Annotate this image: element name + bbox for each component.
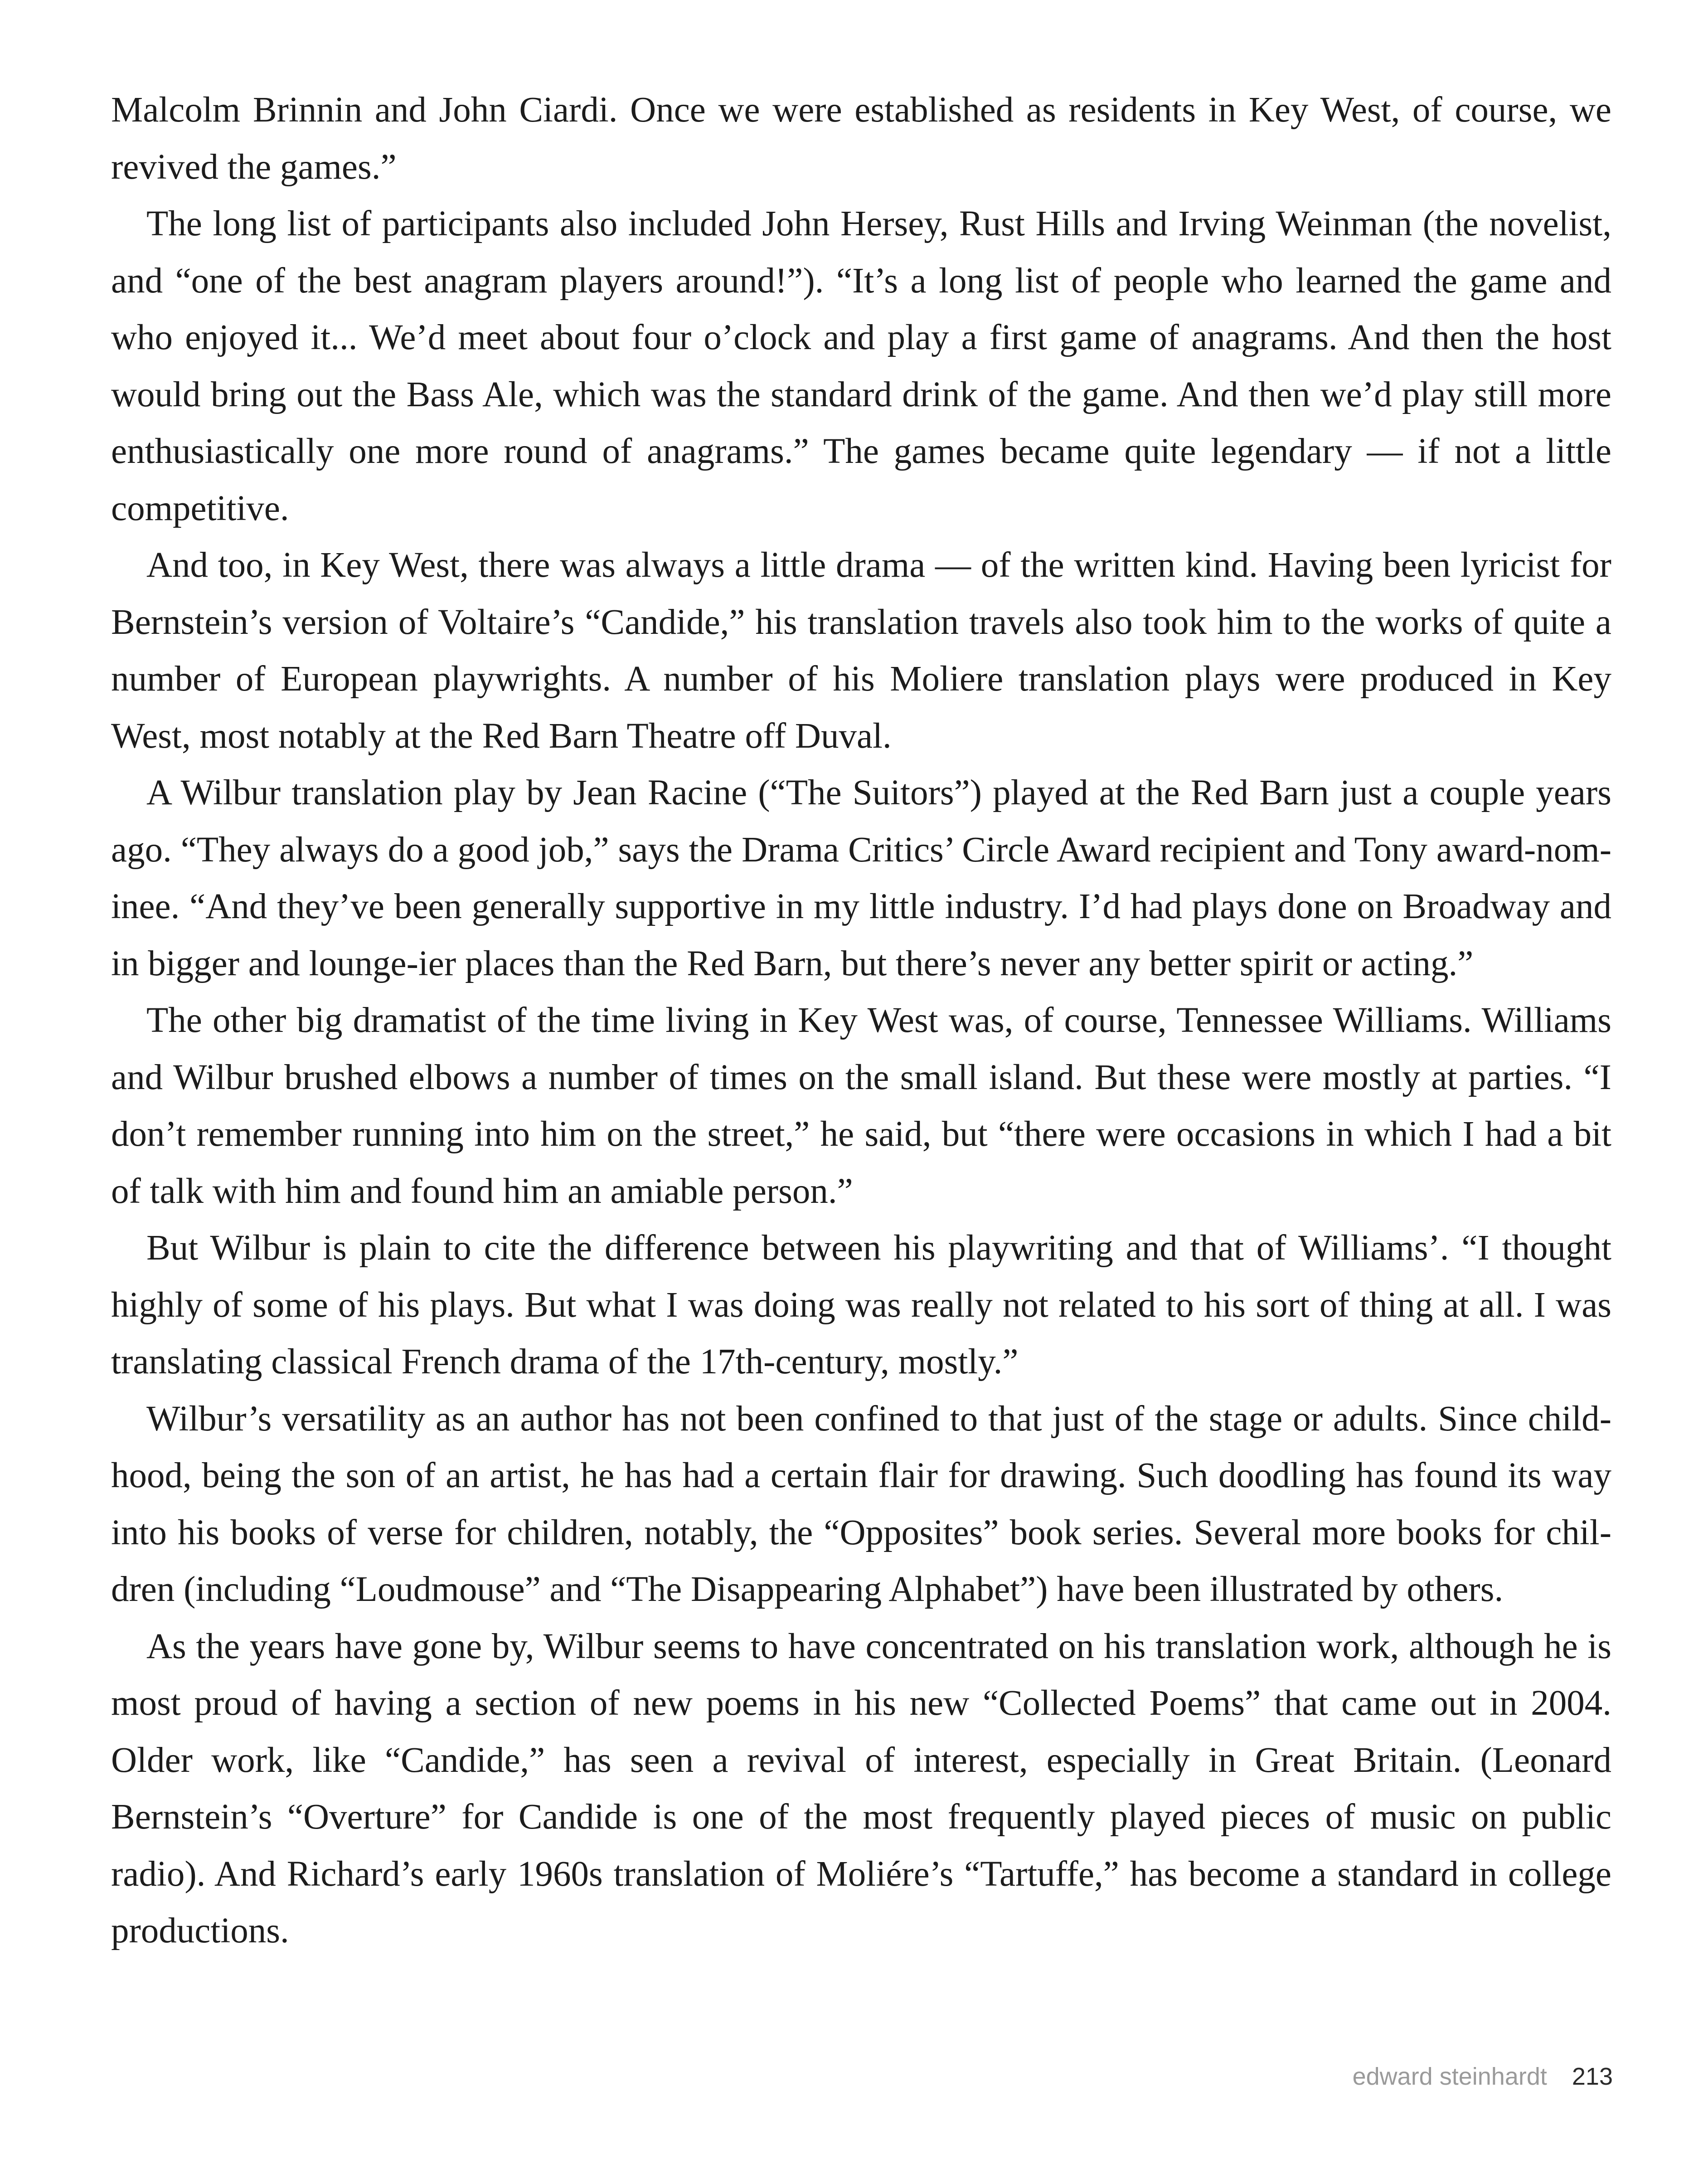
paragraph-3: And too, in Key West, there was always a little drama — of the written kind. Having been lyricist for Bernstein’s version of Voltaire’s “Candide,” his translation travels also took him to the works of quite a number of European playwrights. A number of his Moliere translation plays were produced in Key West, most notably at the Red Barn Theatre off Duval. xyxy=(111,545,1611,756)
paragraph-6: But Wilbur is plain to cite the difference between his playwriting and that of Williams’. “I thought highly of some of his plays. But what I was doing was really not related to his sort of thing at all. I was translating classical French drama of the 17th-century, mostly.” xyxy=(111,1228,1611,1381)
paragraph-4: A Wilbur translation play by Jean Racine (“The Suitors”) played at the Red Barn just a couple years ago. “They always do a good job,” says the Drama Critics’ Circle Award recipient and Tony award-nominee. “And they’ve been generally supportive in my little industry. I’d had plays done on Broadway and in bigger and lounge-ier places than the Red Barn, but there’s never any better spirit or acting.” xyxy=(111,773,1611,983)
page-number: 213 xyxy=(1572,2063,1613,2090)
paragraph-1: Malcolm Brinnin and John Ciardi. Once we were established as residents in Key West, of course, we revived the games.” xyxy=(111,90,1611,187)
paragraph-5: The other big dramatist of the time living in Key West was, of course, Tennessee Williams. Williams and Wilbur brushed elbows a number of times on the small island. But these were mostly at parties. “I don’t remember running into him on the street,” he said, but “there were occasions in which I had a bit of talk with him and found him an amiable person.” xyxy=(111,1001,1611,1211)
footer-author: edward steinhardt xyxy=(1352,2063,1547,2090)
paragraph-2: The long list of participants also included John Hersey, Rust Hills and Irving Weinman (the novelist, and “one of the best anagram players around!”). “It’s a long list of people who learned the game and who enjoyed it... We’d meet about four o’clock and play a first game of anagrams. And then the host would bring out the Bass Ale, which was the standard drink of the game. And then we’d play still more enthusiastically one more round of anagrams.” The games became quite legendary — if not a little competitive. xyxy=(111,204,1611,528)
article-body xyxy=(111,82,1611,1960)
paragraph-7: Wilbur’s versatility as an author has not been confined to that just of the stage or adults. Since childhood, being the son of an artist, he has had a certain flair for drawing. Such doodling has found its way into his books of verse for children, notably, the “Opposites” book series. Several more books for children (including “Loudmouse” and “The Disappearing Alphabet”) have been illustrated by others. xyxy=(111,1399,1611,1609)
paragraph-8: As the years have gone by, Wilbur seems to have concentrated on his translation work, although he is most proud of having a section of new poems in his new “Collected Poems” that came out in 2004. Older work, like “Candide,” has seen a revival of interest, especially in Great Britain. (Leonard Bernstein’s “Overture” for Candide is one of the most frequently played pieces of music on public radio). And Richard’s early 1960s translation of Moliére’s “Tartuffe,” has become a standard in college productions. xyxy=(111,1626,1611,1950)
page-footer xyxy=(1353,2061,1613,2092)
